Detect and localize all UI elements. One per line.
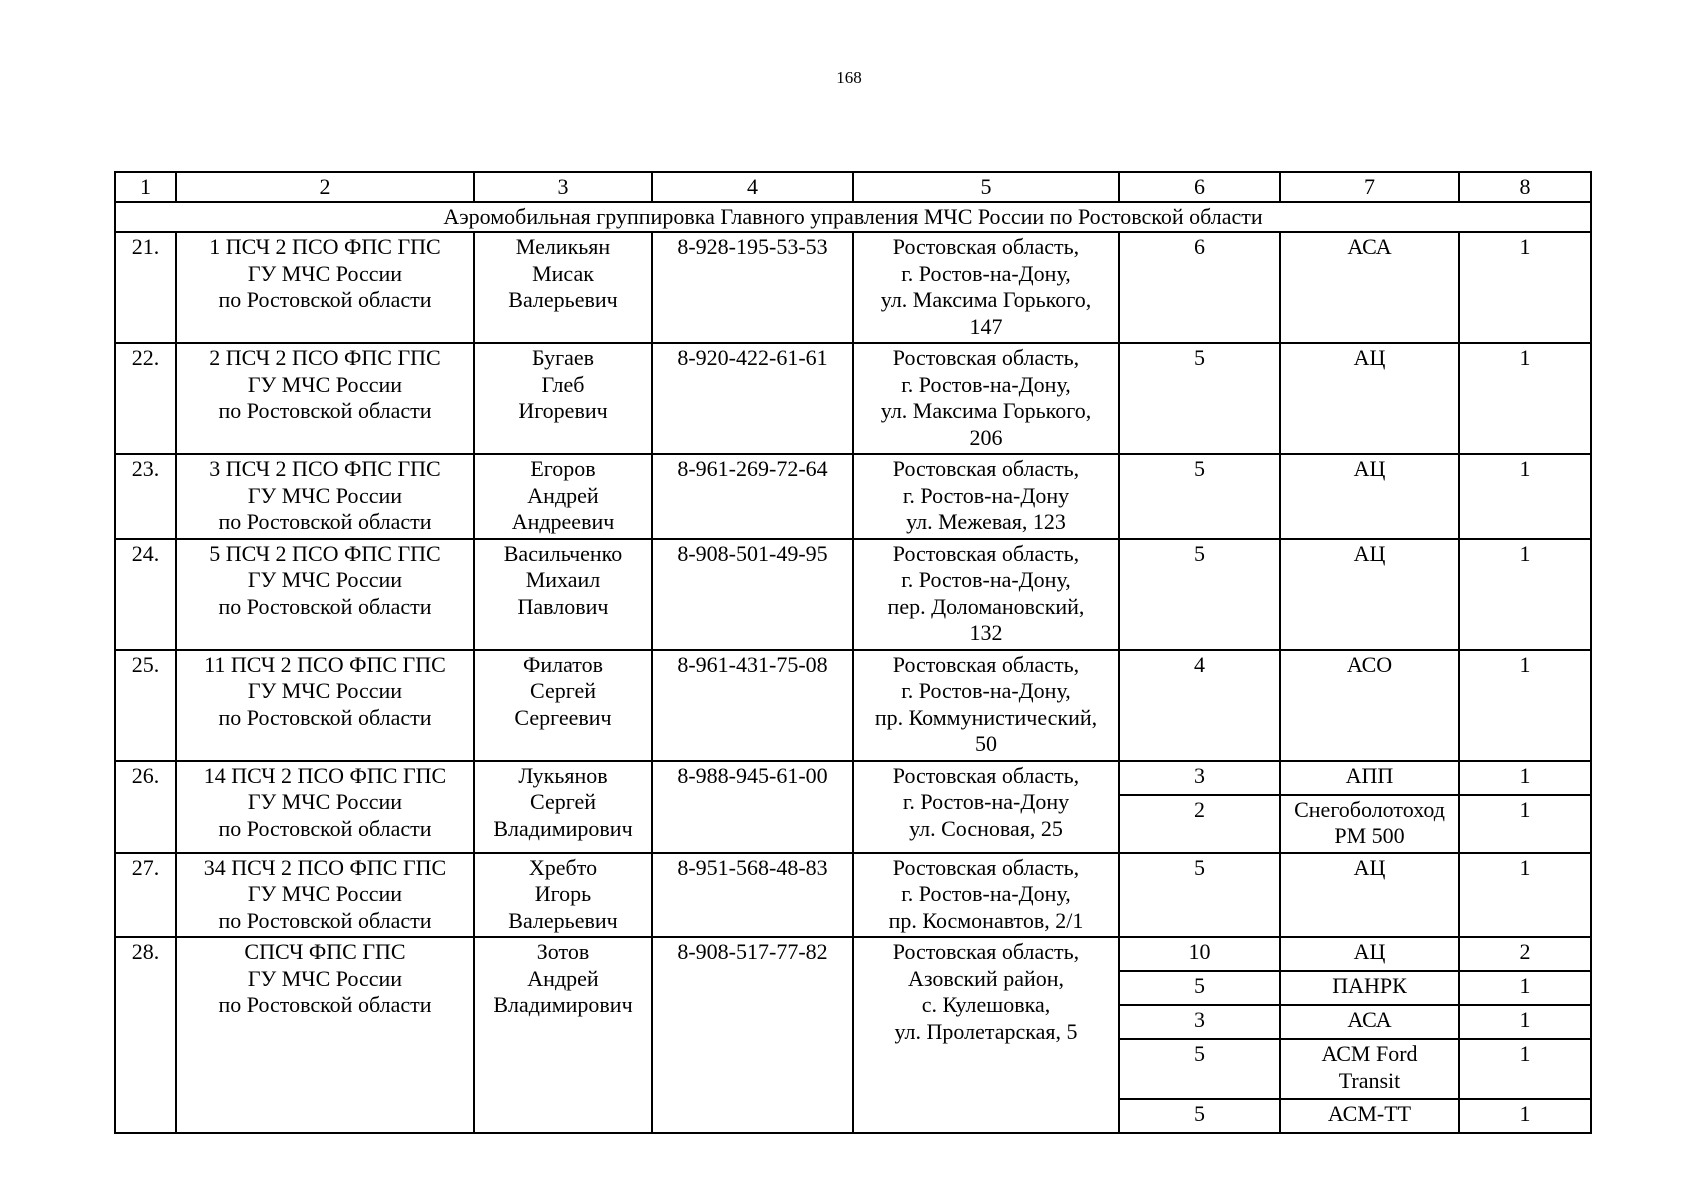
responsible-person-line: Игорь	[534, 881, 592, 906]
equipment-type-line: АЦ	[1353, 345, 1386, 370]
phone-number: 8-928-195-53-53	[652, 232, 853, 343]
responsible-person-line: Владимирович	[493, 815, 633, 841]
row-number: 25.	[115, 650, 176, 761]
unit-name	[176, 343, 474, 454]
equipment-quantity: 1	[1459, 1005, 1591, 1039]
equipment-type-line: АСО	[1346, 651, 1393, 677]
responsible-person-line: Игоревич	[518, 398, 608, 423]
equipment-type-line: АЦ	[1353, 854, 1386, 880]
personnel-count: 10	[1119, 937, 1280, 971]
equipment-type-line: Transit	[1338, 1067, 1401, 1093]
responsible-person-line: Андрей	[527, 482, 599, 508]
address-line: Ростовская область,	[892, 540, 1080, 566]
phone-number: 8-961-269-72-64	[652, 454, 853, 539]
address-line: Ростовская область,	[892, 456, 1080, 481]
address-line: с. Кулешовка,	[921, 992, 1051, 1017]
responsible-person-line: Павлович	[517, 593, 609, 619]
unit-name-line: ГУ МЧС России	[247, 678, 403, 703]
address-line: 206	[969, 424, 1003, 450]
address-line: г. Ростов-на-Дону,	[901, 567, 1071, 592]
unit-name-line: по Ростовской области	[218, 992, 432, 1017]
unit-name-line: ГУ МЧС России	[247, 482, 403, 508]
address-line: пр. Коммунистический,	[874, 704, 1098, 730]
unit-name-line: ГУ МЧС России	[247, 965, 403, 991]
address	[853, 761, 1119, 853]
address	[853, 454, 1119, 539]
phone-number: 8-951-568-48-83	[652, 853, 853, 938]
responsible-person	[474, 454, 652, 539]
phone-number: 8-920-422-61-61	[652, 343, 853, 454]
responsible-person-line: Сергей	[530, 789, 596, 814]
equipment-type	[1280, 937, 1459, 971]
row-number: 21.	[115, 232, 176, 343]
personnel-count: 3	[1119, 761, 1280, 795]
phone-number: 8-908-501-49-95	[652, 539, 853, 650]
equipment-type	[1280, 343, 1459, 454]
column-numbers-row	[115, 172, 1591, 202]
address-line: ул. Максима Горького,	[880, 287, 1092, 312]
unit-name-line: СПСЧ ФПС ГПС	[244, 939, 406, 964]
equipment-type	[1280, 795, 1459, 853]
equipment-quantity: 1	[1459, 761, 1591, 795]
unit-name-line: 3 ПСЧ 2 ПСО ФПС ГПС	[209, 456, 441, 481]
unit-name-line: ГУ МЧС России	[247, 789, 403, 814]
equipment-type	[1280, 1099, 1459, 1133]
unit-name	[176, 937, 474, 1133]
equipment-quantity: 1	[1459, 454, 1591, 539]
personnel-count: 5	[1119, 853, 1280, 938]
equipment-quantity: 1	[1459, 343, 1591, 454]
equipment-quantity: 1	[1459, 1099, 1591, 1133]
responsible-person-line: Меликьян	[515, 234, 611, 259]
personnel-count: 5	[1119, 343, 1280, 454]
address-line: Ростовская область,	[892, 939, 1080, 964]
unit-name-line: по Ростовской области	[218, 907, 432, 933]
address-line: ул. Максима Горького,	[880, 398, 1092, 423]
column-number: 8	[1459, 172, 1591, 202]
equipment-type	[1280, 1005, 1459, 1039]
address-line: г. Ростов-на-Дону	[902, 789, 1070, 814]
column-number: 4	[652, 172, 853, 202]
unit-name-line: 1 ПСЧ 2 ПСО ФПС ГПС	[209, 234, 441, 259]
equipment-type	[1280, 971, 1459, 1005]
address-line: Азовский район,	[907, 965, 1065, 991]
unit-name	[176, 454, 474, 539]
responsible-person-line: Глеб	[541, 371, 585, 397]
unit-name	[176, 650, 474, 761]
unit-name	[176, 761, 474, 853]
responsible-person-line: Егоров	[530, 456, 596, 481]
equipment-type-line: АЦ	[1353, 456, 1386, 481]
responsible-person-line: Бугаев	[531, 345, 595, 370]
equipment-quantity: 1	[1459, 853, 1591, 938]
unit-name	[176, 539, 474, 650]
table-row	[115, 232, 1591, 343]
responsible-person	[474, 761, 652, 853]
address	[853, 937, 1119, 1133]
address-line: г. Ростов-на-Дону,	[901, 260, 1071, 286]
unit-name-line: по Ростовской области	[218, 704, 432, 730]
page-number: 168	[836, 68, 862, 87]
row-number: 28.	[115, 937, 176, 1133]
table-row	[115, 343, 1591, 454]
address-line: г. Ростов-на-Дону	[902, 482, 1070, 508]
unit-name-line: по Ростовской области	[218, 287, 432, 312]
equipment-type-line: АЦ	[1353, 540, 1386, 566]
column-number: 6	[1119, 172, 1280, 202]
unit-name-line: 2 ПСЧ 2 ПСО ФПС ГПС	[209, 345, 441, 370]
personnel-count: 5	[1119, 454, 1280, 539]
personnel-count: 4	[1119, 650, 1280, 761]
equipment-quantity: 1	[1459, 539, 1591, 650]
responsible-person-line: Валерьевич	[508, 907, 618, 933]
section-title: Аэромобильная группировка Главного управления МЧС России по Ростовской области	[115, 202, 1591, 232]
column-number: 2	[176, 172, 474, 202]
section-title-row	[115, 202, 1591, 232]
address-line: 147	[969, 313, 1003, 339]
address-line: 132	[969, 620, 1003, 645]
personnel-count: 6	[1119, 232, 1280, 343]
address-line: ул. Сосновая, 25	[909, 815, 1063, 841]
address-line: г. Ростов-на-Дону,	[901, 371, 1071, 397]
responsible-person-line: Мисак	[532, 260, 594, 286]
address-line: г. Ростов-на-Дону,	[901, 678, 1071, 703]
table-row	[115, 761, 1591, 795]
responsible-person-line: Зотов	[536, 939, 590, 964]
unit-name-line: ГУ МЧС России	[247, 260, 403, 286]
responsible-person	[474, 937, 652, 1133]
unit-name-line: ГУ МЧС России	[247, 371, 403, 397]
address	[853, 539, 1119, 650]
responsible-person	[474, 232, 652, 343]
responsible-person	[474, 539, 652, 650]
equipment-type	[1280, 232, 1459, 343]
equipment-type-line: АСМ Ford	[1321, 1041, 1418, 1066]
responsible-person-line: Михаил	[525, 567, 601, 592]
responsible-person-line: Валерьевич	[508, 287, 618, 312]
unit-name-line: ГУ МЧС России	[247, 881, 403, 906]
personnel-count: 2	[1119, 795, 1280, 853]
personnel-count: 5	[1119, 1039, 1280, 1099]
equipment-type	[1280, 650, 1459, 761]
unit-name-line: по Ростовской области	[218, 509, 432, 534]
address-line: 50	[975, 731, 997, 756]
column-number: 1	[115, 172, 176, 202]
address-line: пр. Космонавтов, 2/1	[888, 907, 1084, 933]
row-number: 24.	[115, 539, 176, 650]
unit-name-line: 11 ПСЧ 2 ПСО ФПС ГПС	[204, 651, 446, 677]
personnel-count: 5	[1119, 1099, 1280, 1133]
responsible-person-line: Андреевич	[511, 509, 615, 534]
equipment-quantity: 1	[1459, 795, 1591, 853]
unit-name-line: 5 ПСЧ 2 ПСО ФПС ГПС	[209, 540, 441, 566]
personnel-count: 5	[1119, 539, 1280, 650]
row-number: 26.	[115, 761, 176, 853]
address-line: ул. Межевая, 123	[906, 509, 1066, 534]
equipment-type	[1280, 1039, 1459, 1099]
responsible-person-line: Филатов	[522, 651, 604, 677]
responsible-person	[474, 650, 652, 761]
responsible-person-line: Владимирович	[493, 992, 633, 1017]
equipment-type-line: ПАНРК	[1332, 973, 1407, 998]
phone-number: 8-988-945-61-00	[652, 761, 853, 853]
unit-name-line: по Ростовской области	[218, 593, 432, 619]
column-number: 5	[853, 172, 1119, 202]
equipment-type	[1280, 539, 1459, 650]
unit-name-line: ГУ МЧС России	[247, 567, 403, 592]
address	[853, 232, 1119, 343]
equipment-quantity: 1	[1459, 971, 1591, 1005]
responsible-person-line: Лукьянов	[518, 762, 608, 788]
row-number: 23.	[115, 454, 176, 539]
address-line: ул. Пролетарская, 5	[894, 1018, 1078, 1044]
table-row	[115, 650, 1591, 761]
address	[853, 650, 1119, 761]
equipment-type	[1280, 454, 1459, 539]
equipment-type	[1280, 761, 1459, 795]
unit-name-line: по Ростовской области	[218, 815, 432, 841]
address-line: г. Ростов-на-Дону,	[901, 881, 1071, 906]
equipment-type	[1280, 853, 1459, 938]
address-line: Ростовская область,	[892, 345, 1080, 370]
personnel-count: 3	[1119, 1005, 1280, 1039]
row-number: 27.	[115, 853, 176, 938]
unit-name	[176, 232, 474, 343]
table-row	[115, 937, 1591, 971]
unit-name-line: по Ростовской области	[218, 398, 432, 423]
address-line: пер. Доломановский,	[887, 593, 1085, 619]
equipment-quantity: 1	[1459, 650, 1591, 761]
responsible-person-line: Сергей	[530, 678, 596, 703]
column-number: 7	[1280, 172, 1459, 202]
equipment-quantity: 2	[1459, 937, 1591, 971]
personnel-count: 5	[1119, 971, 1280, 1005]
unit-name-line: 14 ПСЧ 2 ПСО ФПС ГПС	[203, 762, 447, 788]
table-row	[115, 539, 1591, 650]
equipment-table	[114, 171, 1592, 1134]
responsible-person-line: Васильченко	[503, 540, 623, 566]
phone-number: 8-961-431-75-08	[652, 650, 853, 761]
table-row	[115, 853, 1591, 938]
equipment-type-line: АСА	[1347, 1007, 1392, 1032]
address-line: Ростовская область,	[892, 854, 1080, 880]
table-body	[115, 172, 1591, 1133]
unit-name	[176, 853, 474, 938]
phone-number: 8-908-517-77-82	[652, 937, 853, 1133]
equipment-type-line: АПП	[1345, 762, 1394, 788]
address-line: Ростовская область,	[892, 234, 1080, 259]
equipment-type-line: АЦ	[1353, 939, 1386, 964]
equipment-type-line: АСА	[1347, 234, 1392, 259]
responsible-person-line: Сергеевич	[514, 704, 612, 730]
equipment-type-line: АСМ-ТТ	[1327, 1101, 1412, 1126]
unit-name-line: 34 ПСЧ 2 ПСО ФПС ГПС	[203, 854, 447, 880]
responsible-person	[474, 343, 652, 454]
address	[853, 343, 1119, 454]
address	[853, 853, 1119, 938]
responsible-person-line: Андрей	[527, 965, 599, 991]
equipment-quantity: 1	[1459, 1039, 1591, 1099]
row-number: 22.	[115, 343, 176, 454]
column-number: 3	[474, 172, 652, 202]
address-line: Ростовская область,	[892, 762, 1080, 788]
equipment-type-line: Снегоболотоход	[1294, 796, 1445, 822]
responsible-person-line: Хребто	[528, 854, 598, 880]
responsible-person	[474, 853, 652, 938]
equipment-quantity: 1	[1459, 232, 1591, 343]
address-line: Ростовская область,	[892, 651, 1080, 677]
equipment-type-line: РМ 500	[1334, 823, 1405, 848]
table-row	[115, 454, 1591, 539]
